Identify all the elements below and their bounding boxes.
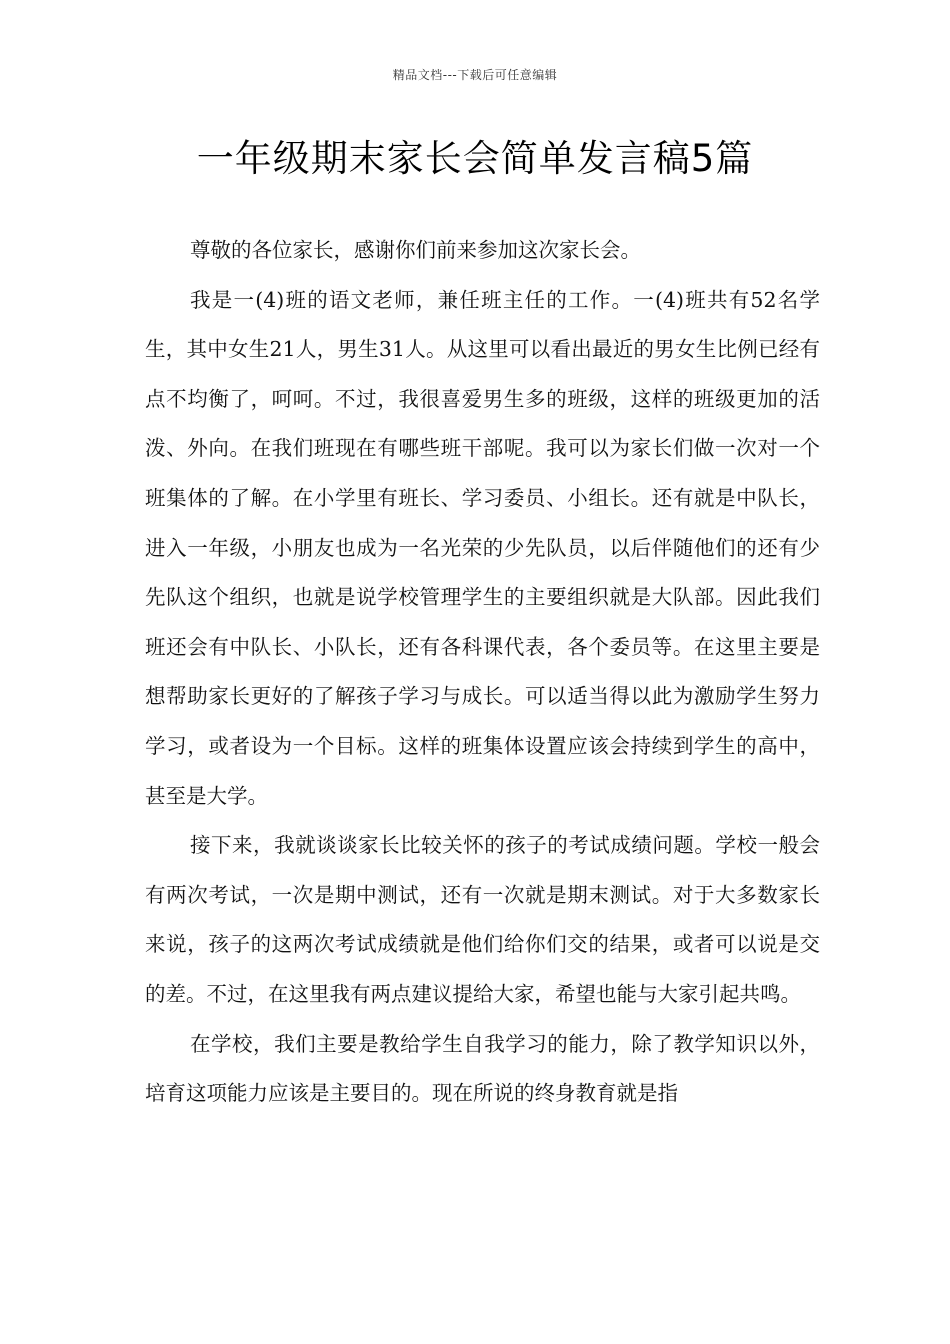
paragraph-self-learning: 在学校，我们主要是教给学生自我学习的能力，除了教学知识以外，培育这项能力应该是主要目的。现在所说的终身教育就是指 (145, 1031, 820, 1106)
paragraph-greeting: 尊敬的各位家长，感谢你们前来参加这次家长会。 (190, 238, 641, 262)
document-body (145, 226, 820, 1119)
paragraph-exam-scores: 接下来，我就谈谈家长比较关怀的孩子的考试成绩问题。学校一般会有两次考试，一次是期中测试，还有一次就是期末测试。对于大多数家长来说，孩子的这两次考试成绩就是他们给你们交的结果，或者可以说是交的差。不过，在这里我有两点建议提给大家，希望也能与大家引起共鸣。 (145, 833, 820, 1006)
paragraph-class-intro: 我是一(4)班的语文老师，兼任班主任的工作。一(4)班共有52名学生，其中女生21人，男生31人。从这里可以看出最近的男女生比例已经有点不均衡了，呵呵。不过，我很喜爱男生多的班级，这样的班级更加的活泼、外向。在我们班现在有哪些班干部呢。我可以为家长们做一次对一个班集体的了解。在小学里有班长、学习委员、小组长。还有就是中队长，进入一年级，小朋友也成为一名光荣的少先队员，以后伴随他们的还有少先队这个组织，也就是说学校管理学生的主要组织就是大队部。因此我们班还会有中队长、小队长，还有各科课代表，各个委员等。在这里主要是想帮助家长更好的了解孩子学习与成长。可以适当得以此为激励学生努力学习，或者设为一个目标。这样的班集体设置应该会持续到学生的高中，甚至是大学。 (145, 287, 820, 808)
document-title: 一年级期末家长会简单发言稿5篇 (196, 137, 754, 180)
header-note: 精品文档---下载后可任意编辑 (392, 68, 558, 82)
